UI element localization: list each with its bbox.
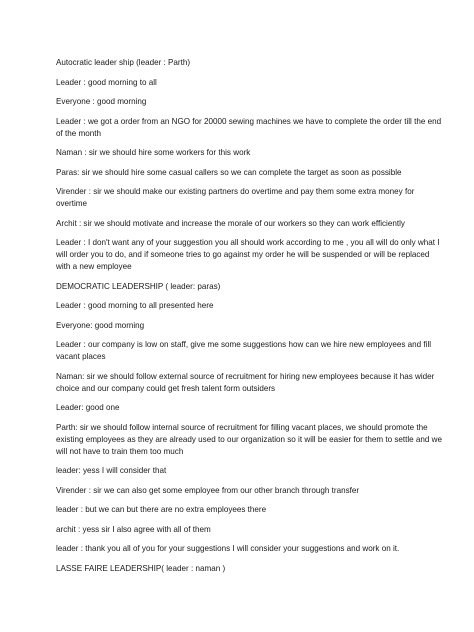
dialogue-line: Archit : sir we should motivate and increase the morale of our workers so they can work efficiently — [56, 218, 405, 228]
dialogue-line: Leader : good morning to all presented here — [56, 301, 214, 310]
dialogue-line: Everyone : good morning — [56, 97, 147, 106]
dialogue-line: Leader : I don't want any of your suggestion you all should work according to me , you all will do only what I will order you to do, and if someone tries to go against my order he will be suspended or will be replaced with a new employee — [56, 238, 440, 271]
dialogue-line: Naman: sir we should follow external source of recruitment for hiring new employees because it has wider choice and our company could get fresh talent form outsiders — [56, 371, 435, 393]
dialogue-line: leader : but we can but there are no extra employees there — [56, 505, 267, 514]
heading-autocratic: Autocratic leader ship (leader : Parth) — [56, 58, 191, 67]
dialogue-line: Leader : we got a order from an NGO for 20000 sewing machines we have to complete the order till the end of the month — [56, 116, 442, 138]
dialogue-line: Naman : sir we should hire some workers for this work — [56, 148, 251, 157]
dialogue-line: Paras: sir we should hire some casual callers so we can complete the target as soon as possible — [56, 167, 402, 177]
dialogue-line: Virender : sir we can also get some employee from our other branch through transfer — [56, 485, 360, 495]
dialogue-line: Leader : our company is low on staff, give me some suggestions how can we hire new employees and fill vacant places — [56, 340, 432, 361]
dialogue-line: Everyone: good morning — [56, 320, 145, 330]
heading-democratic: DEMOCRATIC LEADERSHIP ( leader: paras) — [56, 281, 221, 291]
heading-laissez-faire: LASSE FAIRE LEADERSHIP( leader : naman ) — [56, 563, 226, 573]
dialogue-line: Leader: good one — [56, 403, 120, 412]
dialogue-line: leader: yess I will consider that — [56, 466, 167, 475]
dialogue-line: Virender : sir we should make our existing partners do overtime and pay them some extra money for overtime — [56, 187, 415, 208]
dialogue-line: leader : thank you all of you for your suggestions I will consider your suggestions and work on it. — [56, 544, 400, 553]
dialogue-line: archit : yess sir I also agree with all of them — [56, 524, 211, 534]
dialogue-line: Leader : good morning to all — [56, 77, 157, 87]
dialogue-line: Parth: sir we should follow internal source of recruitment for filling vacant places, we should promote the existing employees as they are already used to our organization so it will be easier for them to settle and we will not have to train them too much — [56, 422, 443, 456]
